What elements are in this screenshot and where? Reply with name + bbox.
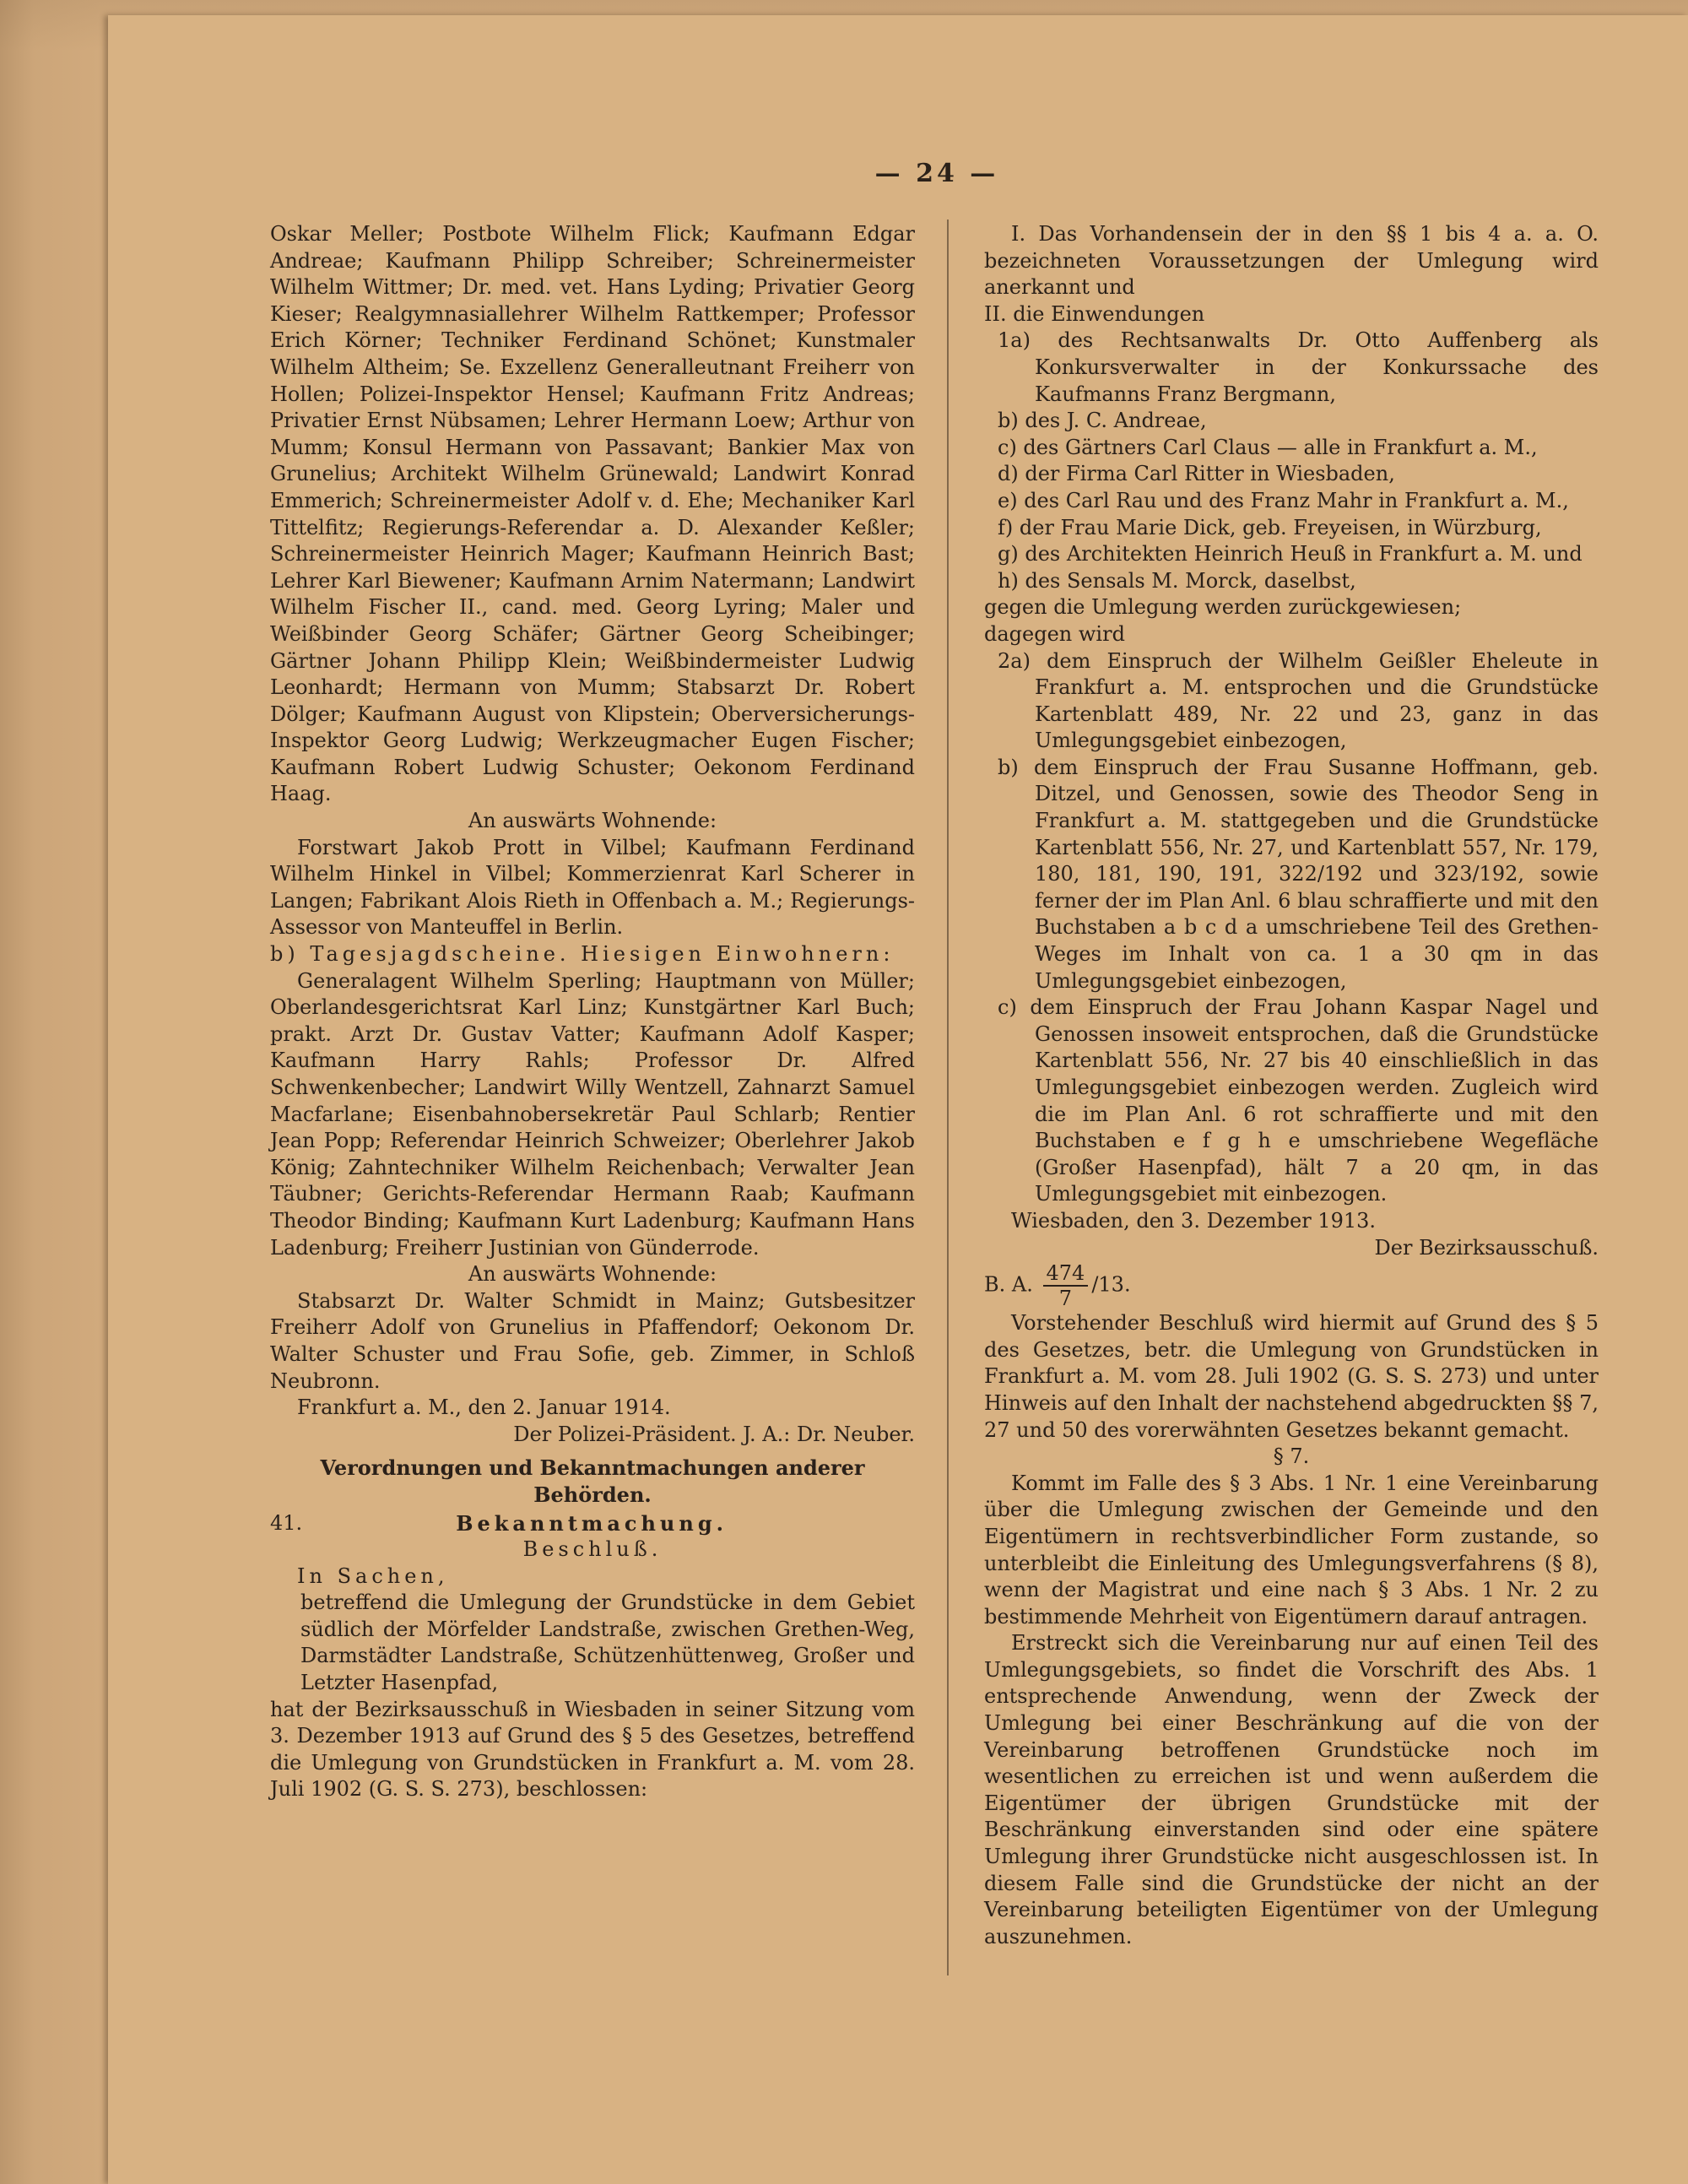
objection-2c: c) dem Einspruch der Frau Johann Kaspar Nagel und Genossen insoweit entsprochen, daß die Grundstücke Kartenblatt 556, Nr. 27 bis 40 einschließlich in das Umlegungsgebiet einbezogen werden. Zugleich wird die im Plan Anl. 6 rot schraffierte und mit den Buchstaben e f g h e umschriebene Wegefläche (Großer Hasenpfad), hält 7 a 20 qm, in das Umlegungsgebiet mit einbezogen. [998, 995, 1599, 1206]
objection-1d: d) der Firma Carl Ritter in Wiesbaden, [998, 462, 1395, 486]
announcement-text: Vorstehender Beschluß wird hiermit auf Grund des § 5 des Gesetzes, betr. die Umlegung von Grundstücken in Frankfurt a. M. vom 28. Juli 1902 (G. S. S. 273) und unter Hinweis auf den Inhalt der nachstehend abgedruckten §§ 7, 27 und 50 des vorerwähnten Gesetzes bekannt gemacht. [984, 1311, 1599, 1442]
reference-fraction [1043, 1261, 1089, 1310]
objection-1f: f) der Frau Marie Dick, geb. Freyeisen, in Würzburg, [998, 515, 1542, 539]
point-two: II. die Einwendungen [984, 301, 1205, 326]
day-permits-list: Generalagent Wilhelm Sperling; Hauptmann von Müller; Oberlandesgerichtsrat Karl Linz; Kunstgärtner Karl Buch; prakt. Arzt Dr. Gustav Vatter; Kaufmann Adolf Kasper; Kaufmann Harry Rahls; Professor Dr. Alfred Schwenkenbecher; Landwirt Willy Wentzell, Zahnarzt Samuel Macfarlane; Eisenbahnobersekretär Paul Schlarb; Rentier Jean Popp; Referendar Heinrich Schweizer; Oberlehrer Jakob König; Zahntechniker Wilhelm Reichenbach; Verwalter Jean Täubner; Gerichts-Referendar Hermann Raab; Kaufmann Theodor Binding; Kaufmann Kurt Ladenburg; Kaufmann Hans Ladenburg; Freiherr Justinian von Günderrode. [270, 968, 915, 1260]
paragraph-7-heading: § 7. [1273, 1444, 1310, 1469]
objection-1c: c) des Gärtners Carl Claus — alle in Frankfurt a. M., [998, 435, 1538, 459]
page-number: — 24 — [874, 159, 999, 188]
betreffend-text: betreffend die Umlegung der Grundstücke in dem Gebiet südlich der Mörfelder Landstraße, zwischen Grethen-Weg, Darmstädter Landstraße, Schützenhüttenweg, Großer und Letzter Hasenpfad, [300, 1591, 915, 1695]
objection-1g: g) des Architekten Heinrich Heuß in Frankfurt a. M. und [998, 542, 1582, 566]
item-heading [270, 1510, 915, 1537]
in-sachen: In Sachen, [297, 1563, 449, 1588]
beschluss-heading: Beschluß. [522, 1537, 663, 1562]
left-column [270, 221, 915, 1803]
column-divider [947, 219, 949, 1975]
nonresidents-list: Forstwart Jakob Prott in Vilbel; Kaufmann Ferdinand Wilhelm Hinkel in Vilbel; Kommerzienrat Karl Scherer in Langen; Fabrikant Alois Rieth in Offenbach a. M.; Regierungs-Assessor von Manteuffel in Berlin. [270, 835, 915, 940]
committee-signature: Der Bezirksausschuß. [1374, 1235, 1599, 1260]
reference-prefix: B. A. [984, 1272, 1033, 1297]
nonresidents-list-2: Stabsarzt Dr. Walter Schmidt in Mainz; Gutsbesitzer Freiherr Adolf von Grunelius in Pfaffendorf; Oekonom Dr. Walter Schuster und Frau Sofie, geb. Zimmer, in Schloß Neubronn. [270, 1288, 915, 1393]
item-number: 41. [270, 1510, 303, 1535]
dateline-wiesbaden: Wiesbaden, den 3. Dezember 1913. [1011, 1208, 1376, 1233]
point-one: I. Das Vorhandensein der in den §§ 1 bis 4 a. a. O. bezeichneten Voraussetzungen der Umlegung wird anerkannt und [984, 222, 1599, 300]
right-column [984, 221, 1599, 1950]
dagegen-line: dagegen wird [984, 621, 1125, 646]
reference-number [984, 1261, 1599, 1310]
subheading-nonresidents: An auswärts Wohnende: [468, 809, 717, 833]
paragraph-7-text-2: Erstreckt sich die Vereinbarung nur auf einen Teil des Umlegungsgebiets, so findet die Vorschrift des Abs. 1 entsprechende Anwendung, wenn der Zweck der Umlegung bei einer Beschränkung auf die von der Vereinbarung betroffenen Grundstücke noch im wesentlichen zu erreichen ist und wenn außerdem die Eigentümer der übrigen Grundstücke mit der Beschränkung einverstanden sind oder eine spätere Umlegung ihrer Grundstücke nicht ausgeschlossen ist. In diesem Falle sind die Grundstücke der nicht an der Vereinbarung beteiligten Eigentümer von der Umlegung auszunehmen. [984, 1631, 1599, 1948]
dateline-frankfurt: Frankfurt a. M., den 2. Januar 1914. [297, 1395, 671, 1420]
objection-2b: b) dem Einspruch der Frau Susanne Hoffmann, geb. Ditzel, und Genossen, sowie des Theodor Seng in Frankfurt a. M. stattgegeben und die Grundstücke Kartenblatt 556, Nr. 27, und Kartenblatt 557, Nr. 179, 180, 181, 190, 191, 322/192 und 323/192, sowie ferner der im Plan Anl. 6 blau schraffierte und mit den Buchstaben a b c d a umschriebene Teil des Grethen-Weges im Inhalt von ca. 1 a 30 qm in das Umlegungsgebiet einbezogen, [998, 755, 1599, 993]
section-title: Verordnungen und Bekanntmachungen anderer Behörden. [320, 1455, 865, 1507]
reference-suffix: /13. [1091, 1272, 1131, 1297]
rejection-line: gegen die Umlegung werden zurückgewiesen; [984, 595, 1462, 620]
reference-numerator: 474 [1043, 1261, 1089, 1287]
day-permits-heading: b) Tagesjagdscheine. Hiesigen Einwohnern: [270, 942, 895, 967]
residents-list: Oskar Meller; Postbote Wilhelm Flick; Kaufmann Edgar Andreae; Kaufmann Philipp Schreiber; Schreinermeister Wilhelm Wittmer; Dr. med. vet. Hans Lyding; Privatier Georg Kieser; Realgymnasiallehrer Wilhelm Rattkemper; Professor Erich Körner; Techniker Ferdinand Schönet; Kunstmaler Wilhelm Altheim; Se. Exzellenz Generalleutnant Freiherr von Hollen; Polizei-Inspektor Hensel; Kaufmann Fritz Andreas; Privatier Ernst Nübsamen; Lehrer Hermann Loew; Arthur von Mumm; Konsul Hermann von Passavant; Bankier Max von Grunelius; Architekt Wilhelm Grünewald; Landwirt Konrad Emmerich; Schreinermeister Adolf v. d. Ehe; Mechaniker Karl Tittelfitz; Regierungs-Referendar a. D. Alexander Keßler; Schreinermeister Heinrich Mager; Kaufmann Heinrich Bast; Lehrer Karl Biewener; Kaufmann Arnim Natermann; Landwirt Wilhelm Fischer II., cand. med. Georg Lyring; Maler und Weißbinder Georg Schäfer; Gärtner Georg Scheibinger; Gärtner Johann Philipp Klein; Weißbindermeister Ludwig Leonhardt; Hermann von Mumm; Stabsarzt Dr. Robert Dölger; Kaufmann August von Klipstein; Oberversicherungs-Inspektor Georg Ludwig; Werkzeugmacher Eugen Fischer; Kaufmann Robert Ludwig Schuster; Oekonom Ferdinand Haag. [270, 222, 915, 806]
objection-1b: b) des J. C. Andreae, [998, 409, 1207, 433]
resolution-text: hat der Bezirksausschuß in Wiesbaden in seiner Sitzung vom 3. Dezember 1913 auf Grund des § 5 des Gesetzes, betreffend die Umlegung von Grundstücken in Frankfurt a. M. vom 28. Juli 1902 (G. S. S. 273), beschlossen: [270, 1697, 915, 1802]
objection-2a: 2a) dem Einspruch der Wilhelm Geißler Eheleute in Frankfurt a. M. entsprochen und die Grundstücke Kartenblatt 489, Nr. 22 und 23, ganz in das Umlegungsgebiet einbezogen, [998, 648, 1599, 753]
subheading-nonresidents-2: An auswärts Wohnende: [468, 1262, 717, 1287]
item-title: Bekanntmachung. [456, 1510, 728, 1536]
objection-1h: h) des Sensals M. Morck, daselbst, [998, 568, 1356, 593]
paragraph-7-text-1: Kommt im Falle des § 3 Abs. 1 Nr. 1 eine Vereinbarung über die Umlegung zwischen der Gemeinde und den Eigentümern in rechtsverbindlicher Form zustande, so unterbleibt die Einleitung des Umlegungsverfahrens (§ 8), wenn der Magistrat und eine nach § 3 Abs. 1 Nr. 2 zu bestimmende Mehrheit von Eigentümern darauf antragen. [984, 1471, 1599, 1629]
objection-1e: e) des Carl Rau und des Franz Mahr in Frankfurt a. M., [998, 488, 1569, 512]
police-signature: Der Polizei-Präsident. J. A.: Dr. Neuber. [513, 1422, 915, 1446]
objection-1a: 1a) des Rechtsanwalts Dr. Otto Auffenberg als Konkursverwalter in der Konkurssache des Kaufmanns Franz Bergmann, [998, 328, 1599, 406]
reference-denominator: 7 [1058, 1287, 1073, 1311]
